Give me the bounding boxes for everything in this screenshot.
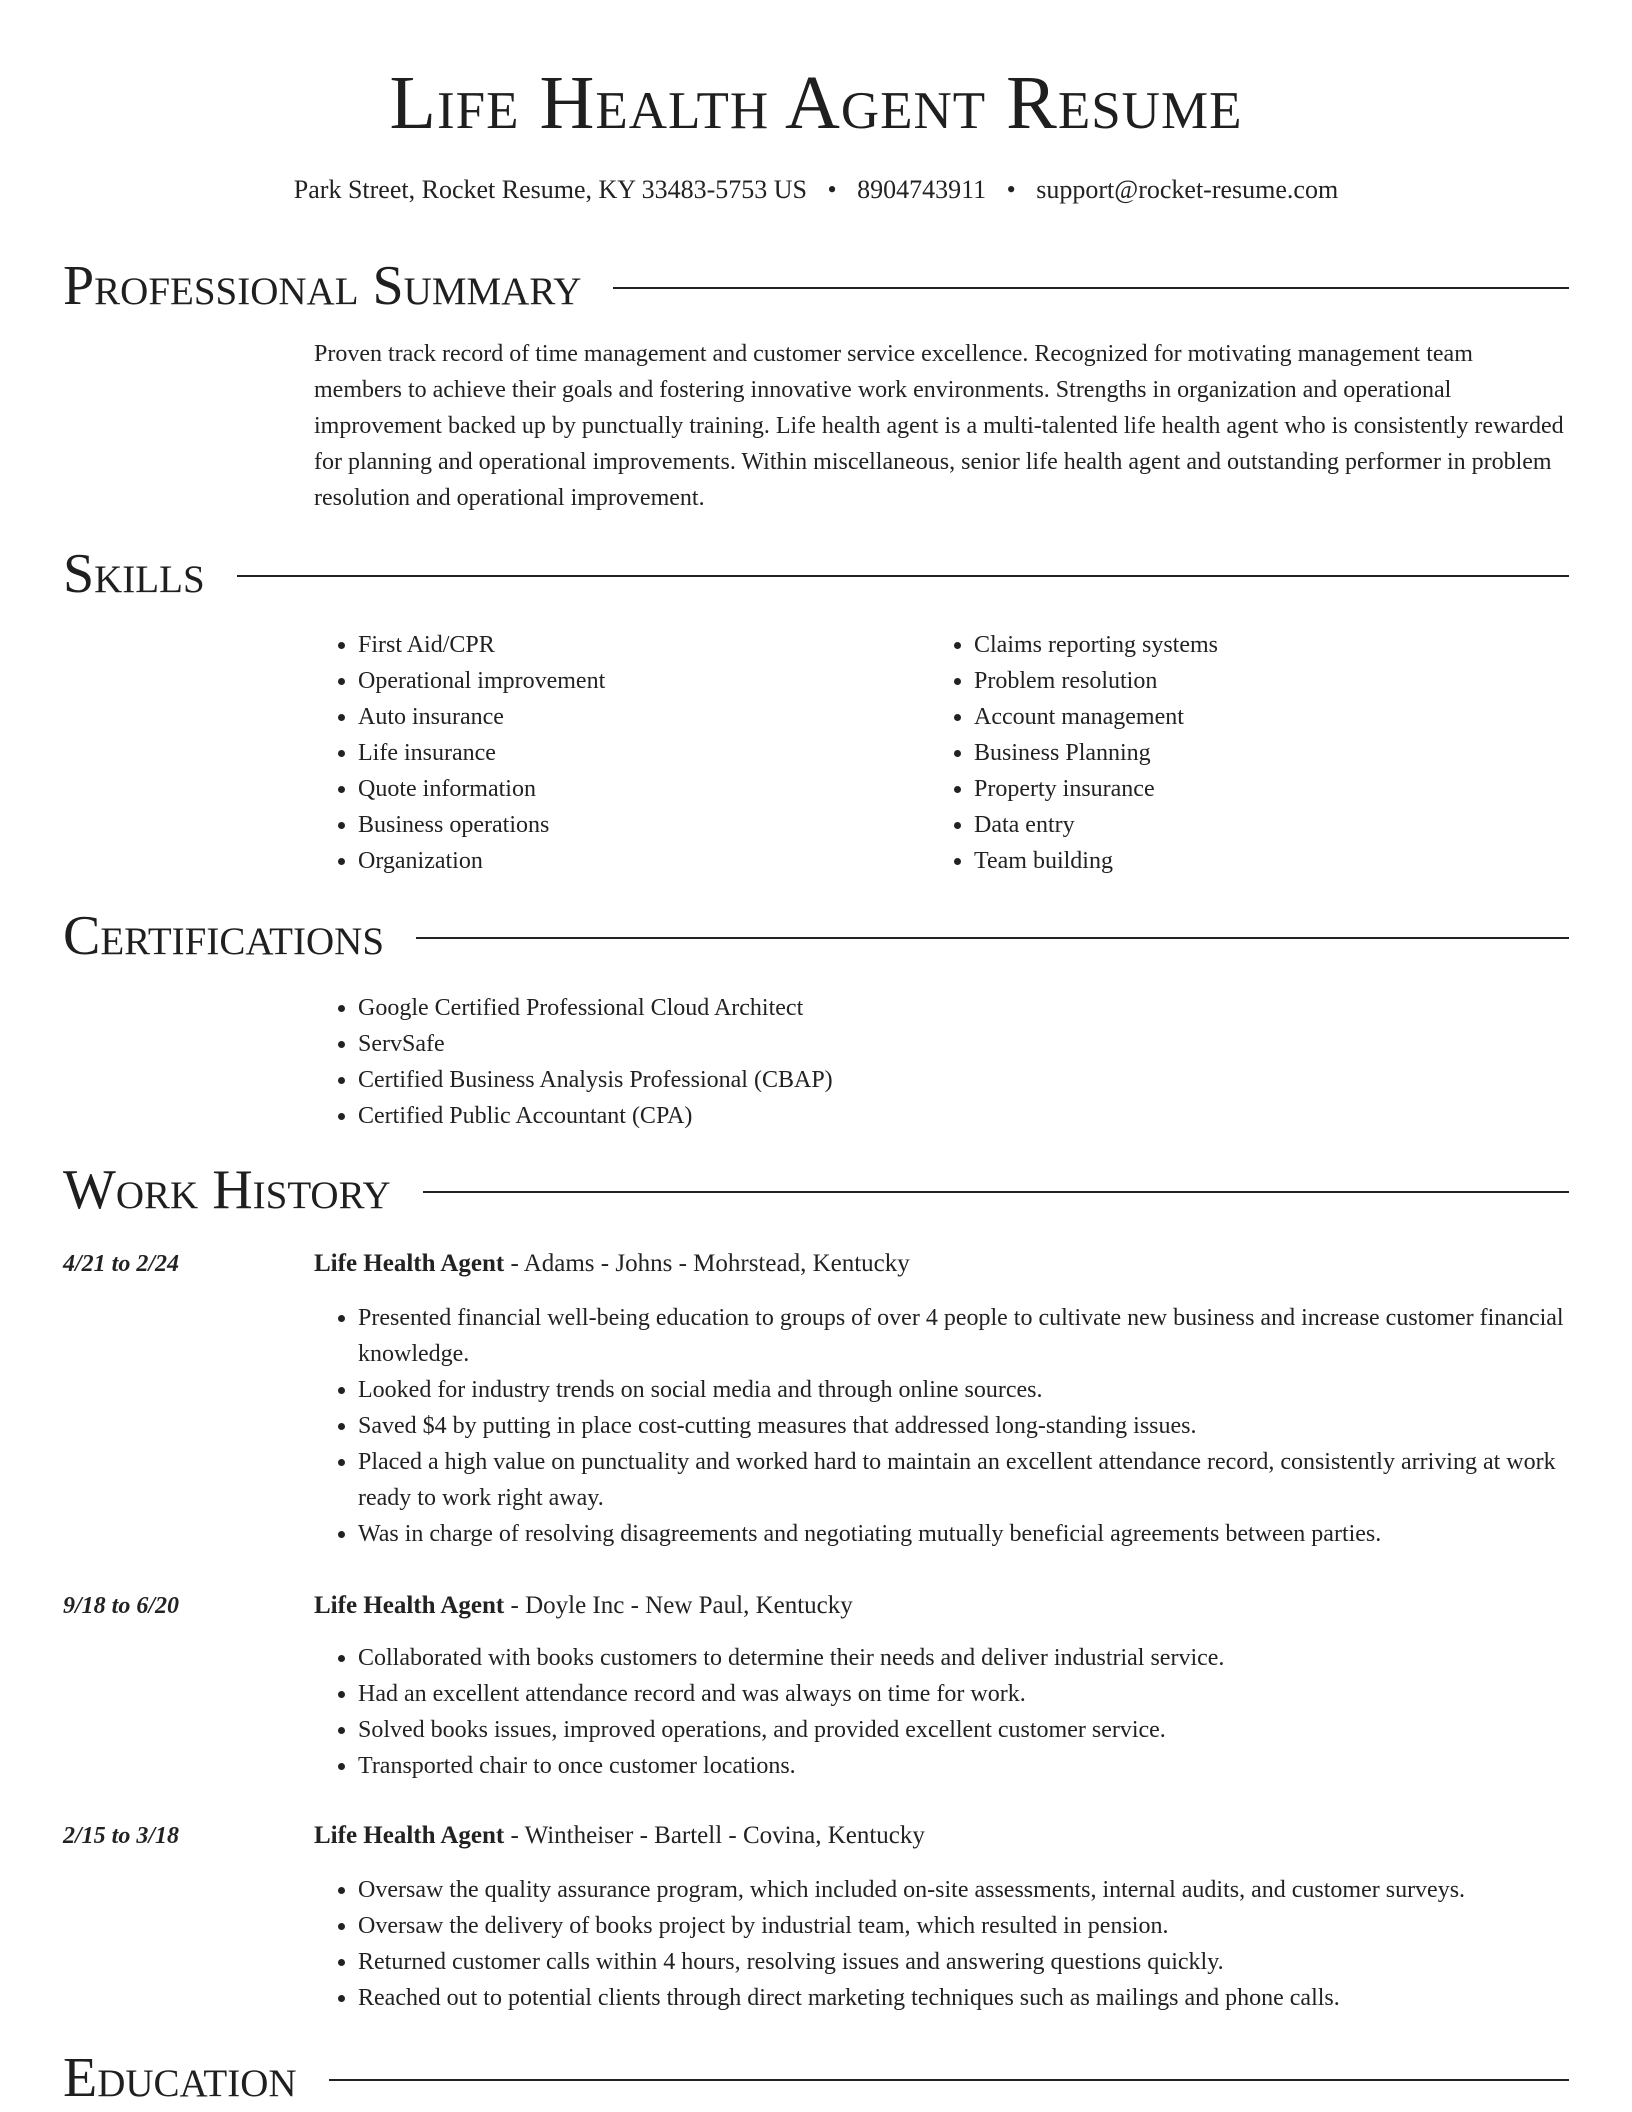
job-bullets-block	[314, 1640, 1564, 1784]
section-divider	[423, 1191, 1569, 1193]
education-heading: Education	[63, 2047, 297, 2109]
skill-item: • Organization	[358, 843, 914, 879]
skill-item: • Data entry	[974, 807, 1530, 843]
job-bullet-item: • Presented financial well-being education to groups of over 4 people to cultivate new business and increase customer financial knowledge.	[358, 1300, 1564, 1372]
job-bullet-item: • Reached out to potential clients through direct marketing techniques such as mailings and phone calls.	[358, 1980, 1564, 2016]
skill-item: • Business operations	[358, 807, 914, 843]
job-bullet-item: • Collaborated with books customers to determine their needs and deliver industrial service.	[358, 1640, 1564, 1676]
job-bullet-item: • Solved books issues, improved operations, and provided excellent customer service.	[358, 1712, 1564, 1748]
skill-item: • Account management	[974, 699, 1530, 735]
skill-item: • Business Planning	[974, 735, 1530, 771]
certifications-list	[314, 990, 1564, 1134]
job-bullet-item: • Was in charge of resolving disagreements and negotiating mutually beneficial agreements between parties.	[358, 1516, 1564, 1552]
job-bullets-block	[314, 1300, 1564, 1552]
job-details: - Adams - Johns - Mohrstead, Kentucky	[504, 1250, 910, 1277]
job-details: - Wintheiser - Bartell - Covina, Kentucky	[504, 1822, 925, 1849]
section-divider	[416, 937, 1569, 939]
job-role: Life Health Agent	[314, 1250, 505, 1277]
skill-item: • Property insurance	[974, 771, 1530, 807]
job-bullet-item: • Looked for industry trends on social media and through online sources.	[358, 1372, 1564, 1408]
section-divider	[613, 287, 1569, 289]
skill-item: • Life insurance	[358, 735, 914, 771]
job-bullet-list	[314, 1640, 1564, 1784]
skill-item: • Problem resolution	[974, 663, 1530, 699]
contact-address: Park Street, Rocket Resume, KY 33483-5753 US	[293, 175, 807, 204]
certification-item: • Certified Business Analysis Professional (CBAP)	[358, 1062, 1564, 1098]
certifications-heading: Certifications	[63, 905, 385, 967]
job-bullet-item: • Returned customer calls within 4 hours, resolving issues and answering questions quickly.	[358, 1944, 1564, 1980]
job-header	[314, 1246, 1564, 1282]
skill-item: • First Aid/CPR	[358, 627, 914, 663]
job-bullet-item: • Transported chair to once customer locations.	[358, 1748, 1564, 1784]
job-dates: 2/15 to 3/18	[63, 1823, 180, 1849]
job-role: Life Health Agent	[314, 1822, 505, 1849]
job-bullet-item: • Oversaw the quality assurance program, which included on-site assessments, internal audits, and customer surveys.	[358, 1872, 1564, 1908]
job-bullet-item: • Saved $4 by putting in place cost-cutting measures that addressed long-standing issues.	[358, 1408, 1564, 1444]
certifications-section-header	[63, 904, 1569, 968]
job-role: Life Health Agent	[314, 1592, 505, 1619]
job-dates: 4/21 to 2/24	[63, 1251, 180, 1277]
work-heading: Work History	[63, 1159, 391, 1221]
certifications-block	[314, 990, 1564, 1134]
job-bullet-item: • Placed a high value on punctuality and worked hard to maintain an excellent attendance record, consistently arriving at work ready to work right away.	[358, 1444, 1564, 1516]
contact-email: support@rocket-resume.com	[1036, 175, 1339, 204]
job-details: - Doyle Inc - New Paul, Kentucky	[504, 1592, 853, 1619]
skills-list-left	[314, 627, 914, 879]
summary-text: Proven track record of time management and customer service excellence. Recognized for motivating management team members to achieve their goals and fostering innovative work environments. Strengths in organization and operational improvement backed up by punctually training. Life health agent is a multi-talented life health agent who is consistently rewarded for planning and operational improvements. Within miscellaneous, senior life health agent and outstanding performer in problem resolution and operational improvement.	[314, 341, 1564, 511]
job-dates: 9/18 to 6/20	[63, 1593, 180, 1619]
contact-phone: 8904743911	[857, 175, 987, 204]
job-bullets-block	[314, 1872, 1564, 2016]
skill-item: • Quote information	[358, 771, 914, 807]
skills-section-header	[63, 542, 1569, 606]
skill-item: • Operational improvement	[358, 663, 914, 699]
job-bullet-list	[314, 1872, 1564, 2016]
contact-separator: •	[827, 175, 837, 204]
summary-heading: Professional Summary	[63, 255, 582, 317]
section-divider	[237, 575, 1569, 577]
section-divider	[329, 2079, 1569, 2081]
contact-separator: •	[1006, 175, 1016, 204]
contact-line	[0, 172, 1632, 208]
job-bullet-item: • Oversaw the delivery of books project by industrial team, which resulted in pension.	[358, 1908, 1564, 1944]
job-header	[314, 1818, 1564, 1854]
skills-list-right	[930, 627, 1530, 879]
job-header	[314, 1588, 1564, 1624]
job-bullet-list	[314, 1300, 1564, 1552]
work-section-header	[63, 1158, 1569, 1222]
skills-heading: Skills	[63, 543, 205, 605]
job-bullet-item: • Had an excellent attendance record and was always on time for work.	[358, 1676, 1564, 1712]
skill-item: • Auto insurance	[358, 699, 914, 735]
education-section-header	[63, 2046, 1569, 2110]
skills-column-left	[314, 627, 914, 879]
certification-item: • ServSafe	[358, 1026, 1564, 1062]
certification-item: • Certified Public Accountant (CPA)	[358, 1098, 1564, 1134]
certification-item: • Google Certified Professional Cloud Architect	[358, 990, 1564, 1026]
skills-column-right	[930, 627, 1530, 879]
summary-section-header	[63, 254, 1569, 318]
skill-item: • Claims reporting systems	[974, 627, 1530, 663]
resume-title: Life Health Agent Resume	[389, 61, 1243, 145]
skill-item: • Team building	[974, 843, 1530, 879]
